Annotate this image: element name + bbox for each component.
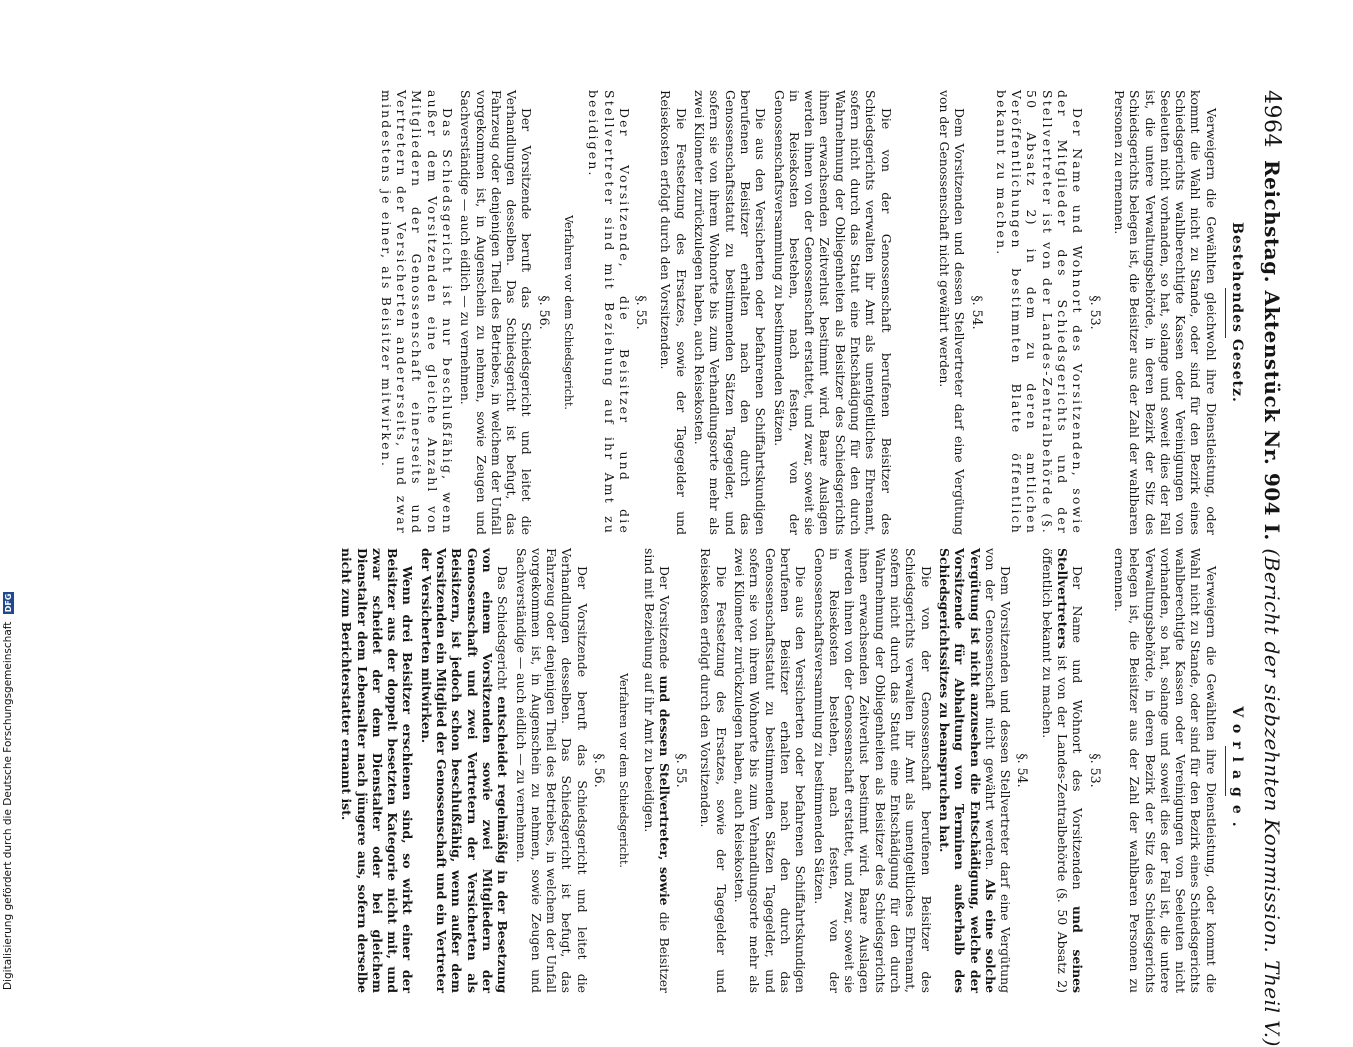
left-section-54-p1: Dem Vorsitzenden und dessen Stellvertreter darf eine Vergütung von der Genossenschaft nicht gewährt werden. [936, 90, 968, 535]
left-section-54-title: §. 54. [969, 295, 985, 330]
document-page [70, 50, 1300, 1047]
right-section-53-b: und seines Stellvertreters [1055, 548, 1086, 993]
right-section-56-p3: Wenn drei Beisitzer erschienen sind, so wirkt einer der Beisitzer aus der doppelt besetzten Kategorie nicht mit, und zwar scheidet der dem Dienstalter oder bei gleichem Dienstalter dem Lebensalter nach jüngere aus, sofern derselbe nicht zum Berichterstatter ernannt ist. [339, 548, 416, 993]
right-section-54-title: §. 54. [1015, 753, 1031, 788]
right-column-heading: Vorlage. [1229, 706, 1245, 835]
page-number: 4964 [1259, 90, 1284, 148]
left-section-53-text: Der Name und Wohnort des Vorsitzenden, sowie der Mitglieder des Schiedsgerichts und der Stellvertreter ist von der Landes-Zentralbehörde (§. 50 Absatz 2) in dem zu deren amtlichen Veröffentlichungen bestimmten Blatte öffentlich bekannt zu machen. [993, 90, 1086, 535]
right-section-54-p1-bold: Als eine solche Vergütung ist nicht anzusehen die Entschädigung, welche der Vorsitzende für Abhaltung von Terminen außerhalb des Schiedsgerichtssitzes zu beanspruchen hat. [936, 548, 998, 993]
right-section-56-p2b: entscheidet regelmäßig in der Besetzung von einem Vorsitzenden sowie zwei Mitgliedern der Genossenschaft und zwei Vertretern der Versicherten als Beisitzern, ist jedoch schon beschlußfähig, wenn außer dem Vorsitzenden ein Mitglied der Genossenschaft und ein Vertreter der Versicherten mitwirken. [418, 548, 511, 993]
page-title-sub: (Bericht der siebzehnten Kommission. Theil V.) [1260, 548, 1284, 1047]
right-section-54-p2: Die von der Genossenschaft berufenen Beisitzer des Schiedsgerichts verwalten ihr Amt als unentgeltliches Ehrenamt, sofern nicht durch das Statut eine Entschädigung für den durch Wahrnehmung der Obliegenheiten als Beisitzer des Schiedsgerichts ihnen erwachsenden Zeitverlust bestimmt wird. Baare Auslagen werden ihnen von der Genossenschaft erstattet, und zwar, soweit sie in Reisekosten bestehen, nach festen, von der Genossenschaftsversammlung zu bestimmenden Sätzen. [811, 548, 934, 993]
right-section-53-text [1039, 548, 1085, 993]
left-intro-paragraph: Verweigern die Gewählten gleichwohl ihre Dienstleistung, oder kommt die Wahl nicht zu Stande, oder sind für den Bezirk eines Schiedsgerichts wahlberechtigte Kassen oder Vereinigungen von Seeleuten nicht vorhanden, so hat, solange und soweit dies der Fall ist, die untere Verwaltungsbehörde, in deren Bezirk der Sitz des Schiedsgerichts belegen ist, die Beisitzer aus der Zahl der wahlbaren Personen zu ernennen. [1111, 90, 1219, 535]
right-column [336, 548, 1246, 993]
left-section-56-p1: Der Vorsitzende beruft das Schiedsgericht und leitet die Verhandlungen desselben. Das Schiedsgericht ist befugt, das Fahrzeug oder denjenigen Theil des Betriebes, in welchem der Unfall vorgekommen ist, in Augenschein zu nehmen, sowie Zeugen und Sachverständige — auch eidlich — zu vernehmen. [458, 90, 535, 535]
right-section-55-b: und dessen Stellvertreter, sowie [656, 675, 672, 906]
digitization-note-text: Digitalisierung gefördert durch die Deutsche Forschungsgemeinschaft [2, 621, 14, 990]
right-section-56-p2 [418, 548, 510, 993]
right-section-53-title: §. 53. [1087, 753, 1103, 788]
right-section-54-p1-text: Dem Vorsitzenden und dessen Stellvertreter darf eine Vergütung von der Genossenschaft nicht gewährt werden. [982, 548, 1014, 993]
page-title-main: Reichstag. Aktenstück Nr. 904 I. [1260, 160, 1284, 541]
digitization-note [2, 593, 18, 990]
right-section-56-p1: Der Vorsitzende beruft das Schiedsgericht und leitet die Verhandlungen desselben. Das Schiedsgericht ist befugt, das Fahrzeug oder denjenigen Theil des Betriebes, in welchem der Unfall vorgekommen ist, in Augenschein zu nehmen, sowie Zeugen und Sachverständige — auch eidlich — zu vernehmen. [513, 548, 590, 993]
right-section-54-p3: Die aus den Versicherten oder befahrenen Schiffahrtskundigen berufenen Beisitzer erhalten nach den durch das Genossenschaftsstatut zu bestimmenden Sätzen Tagegelder, und sofern sie von ihrem Wohnorte bis zum Verhandlungsorte mehr als zwei Kilometer zurückzulegen haben, auch Reisekosten. [732, 548, 809, 993]
dfg-logo: DFG [4, 593, 13, 613]
right-section-53-a: Der Name und Wohnort des Vorsitzenden [1070, 566, 1086, 890]
left-subheading: Verfahren vor dem Schiedsgericht. [562, 215, 576, 410]
left-section-54-p3: Die aus den Versicherten oder befahrenen Schiffahrtskundigen berufenen Beisitzer erhalten nach den durch das Genossenschaftsstatut zu bestimmenden Sätzen Tagegelder, und sofern sie von ihrem Wohnorte bis zum Verhandlungsorte mehr als zwei Kilometer zurückzulegen haben, auch Reisekosten. [692, 90, 769, 535]
left-section-56-title: §. 56. [536, 295, 552, 330]
heading-divider [1225, 288, 1226, 338]
left-section-54-p2: Die von der Genossenschaft berufenen Beisitzer des Schiedsgerichts verwalten ihr Amt als unentgeltliches Ehrenamt, sofern nicht durch das Statut eine Entschädigung für den durch Wahrnehmung der Obliegenheiten als Beisitzer des Schiedsgerichts ihnen erwachsenden Zeitverlust bestimmt wird. Baare Auslagen werden ihnen von der Genossenschaft erstattet, und zwar, soweit sie in Reisekosten bestehen, nach festen, von der Genossenschaftsversammlung zu bestimmenden Sätzen. [771, 90, 894, 535]
left-section-55-title: §. 55. [634, 295, 650, 330]
heading-divider [1225, 746, 1226, 796]
right-section-55-c: die Beisitzer sind mit Beziehung auf ihr Amt zu beeidigen. [641, 548, 672, 993]
left-section-56-p2: Das Schiedsgericht ist nur beschlußfähig, wenn außer dem Vorsitzenden eine gleiche Anzahl von Mitgliedern der Genossenschaft einerseits und Vertretern der Versicherten andererseits, und zwar mindestens je einer, als Beisitzer mitwirken. [378, 90, 455, 535]
left-section-54-p4: Die Festsetzung des Ersatzes, sowie der Tagegelder und Reisekosten erfolgt durch den Vorsitzenden. [658, 90, 689, 535]
left-column-heading: Bestehendes Gesetz. [1229, 222, 1245, 403]
right-intro-paragraph: Verweigern die Gewählten ihre Dienstleistung, oder kommt die Wahl nicht zu Stande, oder sind für den Bezirk eines Schiedsgerichts wahlberechtigte Kassen oder Vereinigungen von Seeleuten nicht vorhanden, so hat, solange und soweit dies der Fall ist, die untere Verwaltungsbehörde, in deren Bezirk der Sitz des Schiedsgerichts belegen ist, die Beisitzer aus der Zahl der wahlbaren Personen zu ernennen. [1111, 548, 1219, 993]
left-column [375, 90, 1246, 535]
right-section-55-text [641, 548, 672, 993]
right-section-55-a: Der Vorsitzende [656, 566, 672, 670]
spacer [894, 90, 934, 535]
page-header [1254, 90, 1284, 1047]
right-section-54-p1 [937, 548, 1013, 993]
right-section-55-title: §. 55. [674, 753, 690, 788]
right-section-56-title: §. 56. [592, 753, 608, 788]
right-section-56-p2a: Das Schiedsgericht [495, 566, 511, 691]
right-section-53-c: ist von der Landes-Zentralbehörde (§. 50 Absatz 2) öffentlich bekannt zu machen. [1039, 548, 1071, 993]
left-section-55-text: Der Vorsitzende, die Beisitzer und die Stellvertreter sind mit Beziehung auf ihr Amt zu beeidigen. [586, 90, 632, 535]
page-title [1260, 160, 1284, 1047]
left-section-53-title: §. 53. [1087, 295, 1103, 330]
right-section-54-p4: Die Festsetzung des Ersatzes, sowie der Tagegelder und Reisekosten erfolgt durch den Vorsitzenden. [698, 548, 729, 993]
right-subheading: Verfahren vor dem Schiedsgericht. [617, 673, 631, 868]
